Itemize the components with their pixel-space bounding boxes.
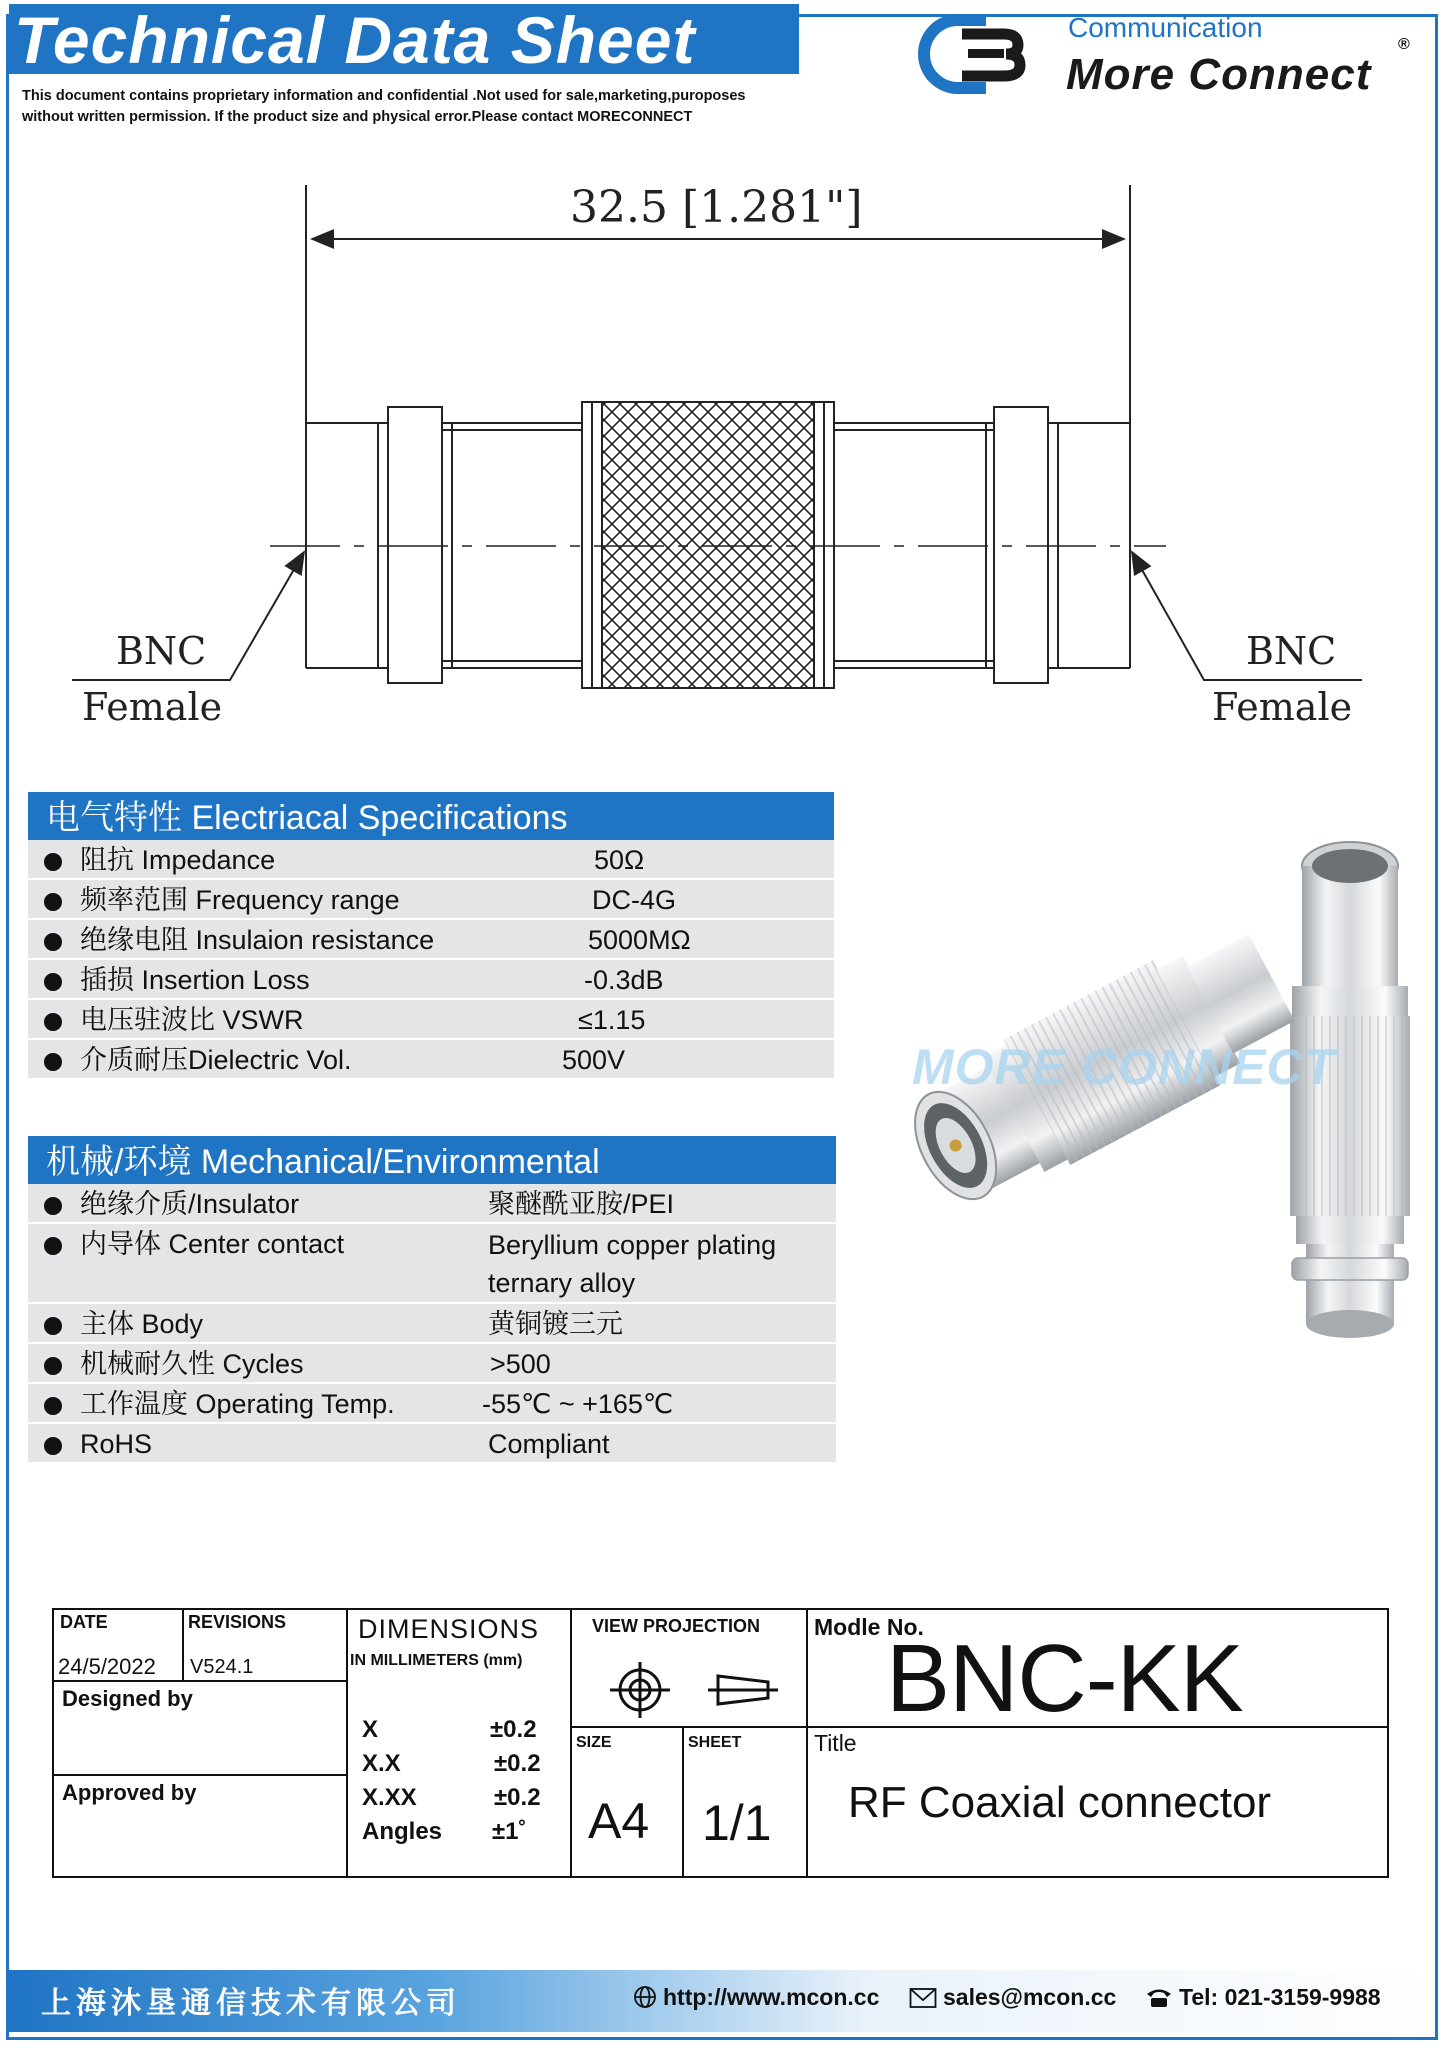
tolerance-format: X.XX xyxy=(362,1784,417,1811)
bullet-icon xyxy=(44,1237,62,1255)
approved-by-label: Approved by xyxy=(62,1780,197,1805)
bullet-icon xyxy=(44,853,62,871)
mechanical-heading: 机械/环境 Mechanical/Environmental xyxy=(28,1136,836,1184)
date-label: DATE xyxy=(60,1612,108,1632)
dimensions-label: DIMENSIONS xyxy=(358,1614,540,1644)
bullet-icon xyxy=(44,1197,62,1215)
tolerance-value: ±0.2 xyxy=(494,1784,541,1811)
dimensions-unit: IN MILLIMETERS (mm) xyxy=(350,1652,523,1669)
size-label: SIZE xyxy=(576,1734,612,1751)
email-text: sales@mcon.cc xyxy=(943,1984,1117,2010)
spec-row: 插损 Insertion Loss -0.3dB xyxy=(28,960,834,1000)
spec-row: 绝缘介质/Insulator 聚醚酰亚胺/PEI xyxy=(28,1184,836,1224)
sheet-value: 1/1 xyxy=(702,1795,772,1851)
logo-tagline: Communication xyxy=(1068,12,1263,43)
left-end-type: BNC xyxy=(116,629,207,673)
length-dimension-label: 32.5 [1.281"] xyxy=(570,182,863,233)
first-angle-projection-icon xyxy=(590,1652,790,1722)
bullet-icon xyxy=(44,1317,62,1335)
title-label: Title xyxy=(814,1730,857,1756)
spec-row: 机械耐久性 Cycles >500 xyxy=(28,1344,836,1384)
confidentiality-notice xyxy=(22,86,822,128)
bullet-icon xyxy=(44,973,62,991)
electrical-heading: 电气特性 Electriacal Specifications xyxy=(28,792,834,840)
mechanical-specifications xyxy=(28,1136,836,1464)
electrical-specifications xyxy=(28,792,834,1080)
tolerance-value: ±0.2 xyxy=(490,1716,537,1743)
size-value: A4 xyxy=(588,1793,650,1849)
bullet-icon xyxy=(44,1013,62,1031)
title-block xyxy=(52,1608,1389,1878)
bullet-icon xyxy=(44,1397,62,1415)
email-link[interactable] xyxy=(909,1984,1116,2011)
spec-row: 阻抗 Impedance 50Ω xyxy=(28,840,834,880)
page-title: Technical Data Sheet xyxy=(14,3,696,77)
disclaimer-line-2: without written permission. If the product size and physical error.Please contact MORECONNECT xyxy=(22,109,693,125)
designed-by-label: Designed by xyxy=(62,1686,193,1711)
revisions-label: REVISIONS xyxy=(188,1612,287,1632)
date-value: 24/5/2022 xyxy=(58,1654,156,1679)
bullet-icon xyxy=(44,893,62,911)
spec-row: 内导体 Center contact Beryllium copper plating ternary alloy xyxy=(28,1224,836,1304)
phone-icon xyxy=(1145,1987,1173,2009)
connector-drawing xyxy=(60,180,1380,740)
bullet-icon xyxy=(44,1437,62,1455)
spec-row: 主体 Body 黄铜镀三元 xyxy=(28,1304,836,1344)
b-logo-icon xyxy=(918,8,1038,96)
bullet-icon xyxy=(44,1357,62,1375)
tolerance-value: ±1˚ xyxy=(492,1818,527,1845)
spec-row: 工作温度 Operating Temp. -55℃ ~ +165℃ xyxy=(28,1384,836,1424)
website-text: http://www.mcon.cc xyxy=(663,1984,880,2010)
phone-number xyxy=(1145,1984,1381,2011)
company-name: 上海沐垦通信技术有限公司 xyxy=(41,1986,461,2021)
spec-row: 频率范围 Frequency range DC-4G xyxy=(28,880,834,920)
right-end-gender: Female xyxy=(1212,685,1353,729)
bullet-icon xyxy=(44,1053,62,1071)
disclaimer-line-1: This document contains proprietary information and confidential .Not used for sale,marketing,puroposes xyxy=(22,88,746,104)
registered-mark: ® xyxy=(1398,36,1410,53)
spec-row: RoHS Compliant xyxy=(28,1424,836,1464)
footer-bar xyxy=(9,1970,1435,2032)
mail-icon xyxy=(909,1987,937,2009)
phone-text: Tel: 021-3159-9988 xyxy=(1179,1984,1381,2010)
model-number: BNC-KK xyxy=(886,1625,1243,1732)
logo-name: More Connect xyxy=(1066,50,1372,99)
spec-row: 绝缘电阻 Insulaion resistance 5000MΩ xyxy=(28,920,834,960)
watermark-text: MORE CONNECT xyxy=(912,1039,1336,1095)
website-link[interactable] xyxy=(633,1984,879,2011)
tolerance-value: ±0.2 xyxy=(494,1750,541,1777)
left-end-gender: Female xyxy=(82,685,223,729)
tolerance-format: X xyxy=(362,1716,379,1743)
spec-row: 介质耐压Dielectric Vol. 500V xyxy=(28,1040,834,1080)
sheet-label: SHEET xyxy=(688,1734,742,1751)
product-title: RF Coaxial connector xyxy=(848,1778,1272,1827)
tolerance-format: Angles xyxy=(362,1818,443,1845)
tolerance-format: X.X xyxy=(362,1750,401,1777)
spec-row: 电压驻波比 VSWR ≤1.15 xyxy=(28,1000,834,1040)
view-projection-label: VIEW PROJECTION xyxy=(592,1616,761,1636)
globe-icon xyxy=(633,1985,657,2009)
model-label: Modle No. xyxy=(814,1614,924,1640)
revision-value: V524.1 xyxy=(190,1656,254,1678)
company-logo xyxy=(918,8,1438,98)
right-end-type: BNC xyxy=(1246,629,1337,673)
bullet-icon xyxy=(44,933,62,951)
